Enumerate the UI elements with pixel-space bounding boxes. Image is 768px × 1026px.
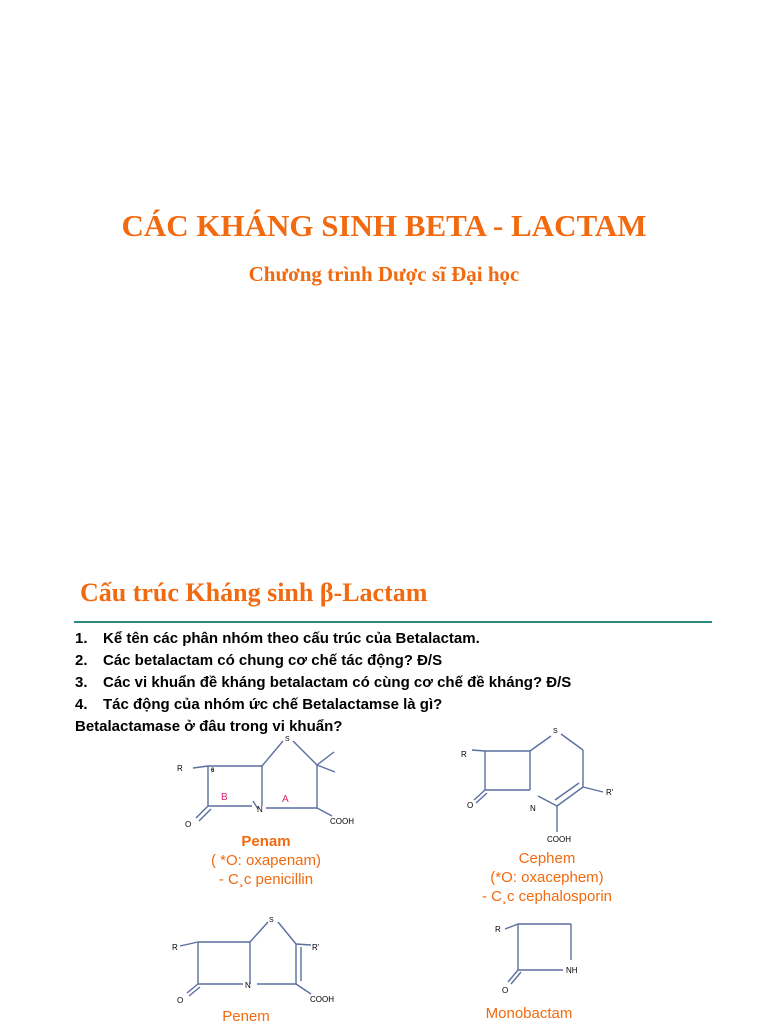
question-text: Các vi khuẩn đề kháng betalactam có cùng cơ chế đề kháng? Đ/S — [103, 674, 572, 691]
cephem-caption — [457, 849, 637, 906]
penam-ring-a-label: A — [282, 794, 289, 805]
question-text: Các betalactam có chung cơ chế tác động? Đ/S — [103, 652, 443, 669]
penam-o-label: O — [185, 820, 192, 829]
monobactam-name: Monobactam — [485, 1005, 573, 1022]
question-number: 2. — [75, 652, 88, 669]
penam-caption — [176, 832, 356, 889]
question-text: Tác động của nhóm ức chế Betalactamse là gì? — [103, 696, 443, 713]
slide-title: CÁC KHÁNG SINH BETA - LACTAM — [121, 208, 647, 243]
cephem-name: Cephem — [518, 850, 576, 867]
slide-subtitle: Chương trình Dược sĩ Đại học — [248, 262, 520, 286]
question-number: 1. — [75, 630, 88, 647]
question-text: Kể tên các phân nhóm theo cấu trúc của Betalactam. — [103, 630, 480, 647]
penam-members: - C¸c penicillin — [218, 871, 314, 888]
penam-cooh-label: COOH — [330, 817, 354, 826]
monobactam-caption — [469, 1004, 589, 1023]
question-number: 4. — [75, 696, 88, 713]
cephem-r2-label: R' — [606, 788, 614, 797]
cephem-o-label: O — [467, 801, 474, 810]
monobactam-o-label: O — [502, 986, 509, 995]
penem-n-label: N — [245, 981, 251, 990]
question-number: 3. — [75, 674, 88, 691]
cephem-note: (*O: oxacephem) — [490, 869, 604, 886]
cephem-members: - C¸c cephalosporin — [481, 888, 613, 905]
cephem-cooh-label: COOH — [547, 835, 571, 844]
question-text: Betalactamase ở đâu trong vi khuẩn? — [75, 718, 343, 735]
cephem-n-label: N — [530, 804, 536, 813]
penem-r2-label: R' — [312, 943, 320, 952]
monobactam-r-label: R — [495, 925, 501, 934]
cephem-r-label: R — [461, 750, 467, 759]
cephem-structure — [472, 734, 603, 832]
penam-n-label: N — [257, 805, 263, 814]
penem-r-label: R — [172, 943, 178, 952]
penam-r-label: R — [177, 764, 183, 773]
penam-name: Penam — [241, 833, 291, 850]
monobactam-structure — [505, 924, 571, 984]
penam-note: ( *O: oxapenam) — [210, 852, 322, 869]
penem-cooh-label: COOH — [310, 995, 334, 1004]
monobactam-nh-label: NH — [566, 966, 578, 975]
penem-s-label: S — [269, 917, 274, 924]
penam-ring-b-label: B — [221, 792, 228, 803]
penam-s-label: S — [285, 736, 290, 743]
cephem-s-label: S — [553, 728, 558, 735]
penem-caption — [186, 1007, 306, 1026]
penam-structure — [193, 741, 335, 821]
penem-name: Penem — [222, 1008, 270, 1025]
penem-o-label: O — [177, 996, 184, 1005]
section-title: Cấu trúc Kháng sinh β-Lactam — [80, 578, 428, 607]
penam-position-label: 6 — [211, 768, 215, 774]
